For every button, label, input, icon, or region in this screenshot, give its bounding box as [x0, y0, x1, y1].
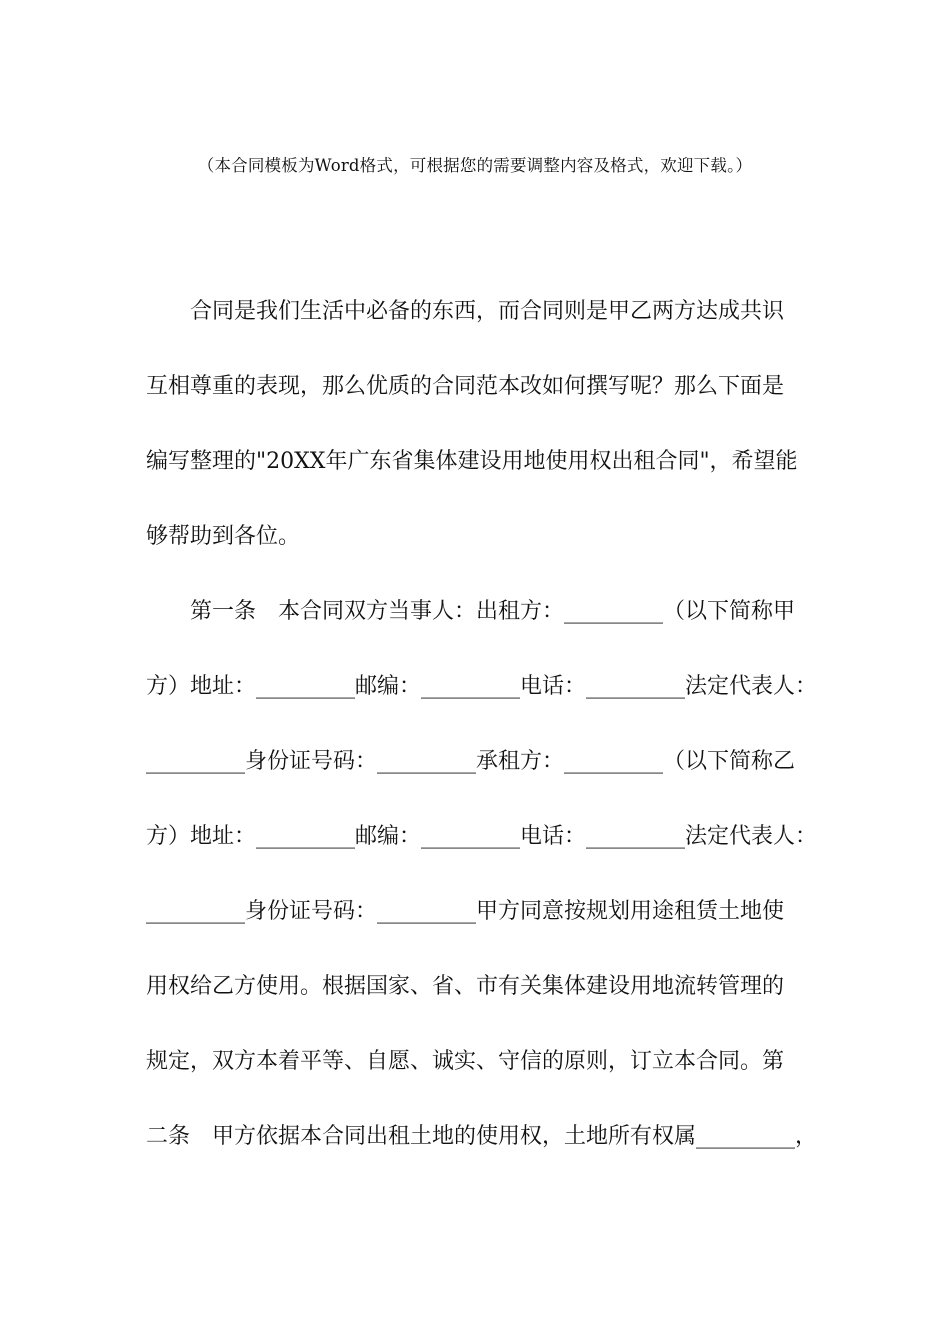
body-line: _________身份证号码：_________甲方同意按规划用途租赁土地使	[146, 899, 785, 924]
body-line: 规定，双方本着平等、自愿、诚实、守信的原则，订立本合同。第	[146, 1049, 785, 1074]
body-line: 方）地址：_________邮编：_________电话：_________法定代表人：	[146, 674, 818, 699]
body-line: 方）地址：_________邮编：_________电话：_________法定代表人：	[146, 824, 818, 849]
body-line: 合同是我们生活中必备的东西，而合同则是甲乙两方达成共识	[146, 299, 785, 324]
body-line: 够帮助到各位。	[146, 524, 301, 549]
body-line: 互相尊重的表现，那么优质的合同范本改如何撰写呢？那么下面是	[146, 374, 785, 399]
body-line: _________身份证号码：_________承租方：_________（以下简称乙	[146, 749, 796, 774]
body-line: 用权给乙方使用。根据国家、省、市有关集体建设用地流转管理的	[146, 974, 785, 999]
body-line: 编写整理的"20XX年广东省集体建设用地使用权出租合同"，希望能	[146, 449, 798, 474]
body-line: 第一条 本合同双方当事人：出租方：_________（以下简称甲	[146, 599, 796, 624]
body-line: 二条 甲方依据本合同出租土地的使用权，土地所有权属_________，	[146, 1124, 818, 1149]
template-note: （本合同模板为Word格式，可根据您的需要调整内容及格式，欢迎下载。）	[197, 156, 753, 175]
